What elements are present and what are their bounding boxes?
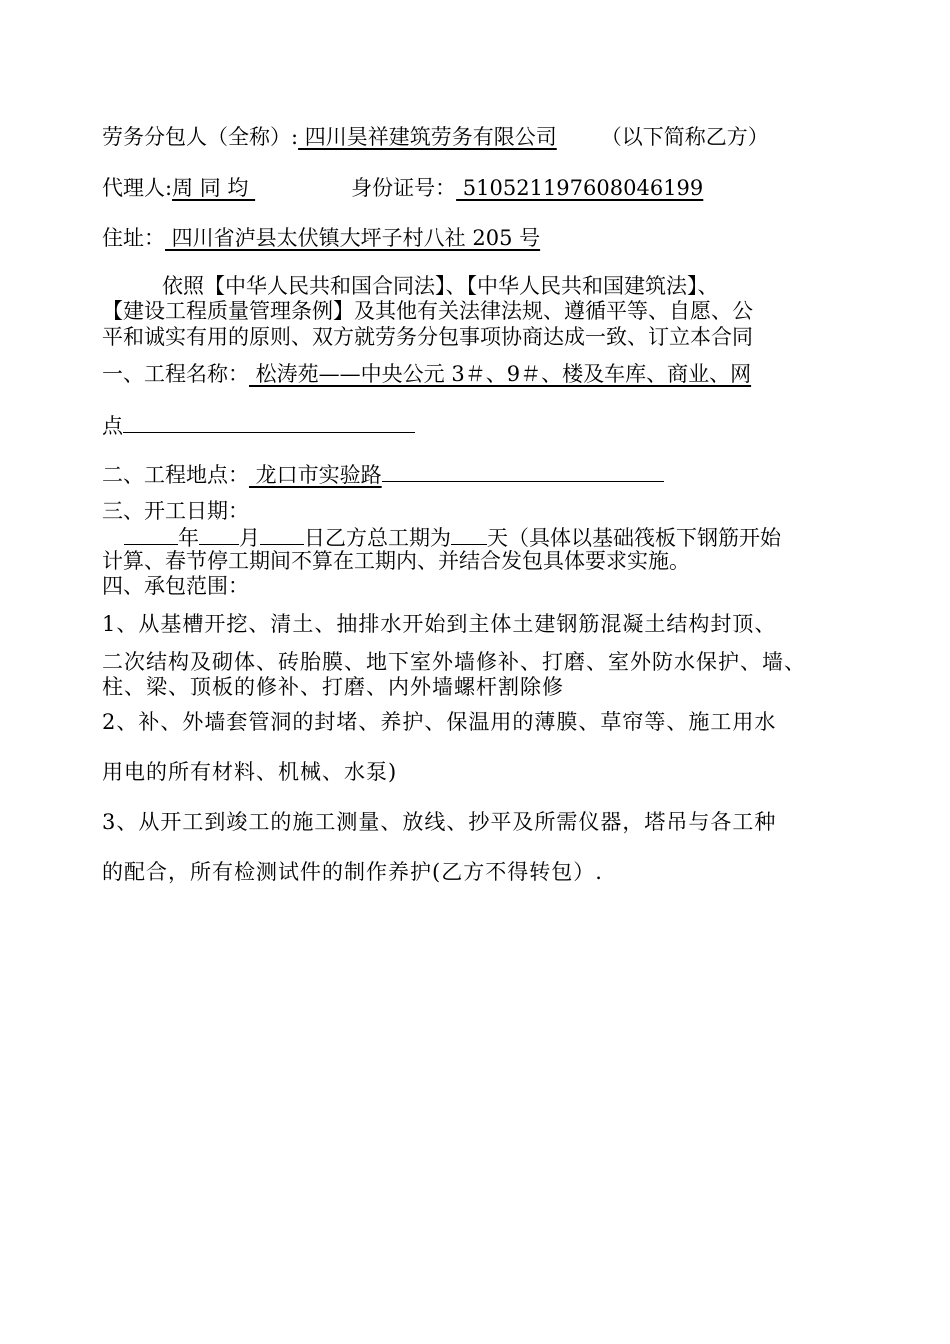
year-blank xyxy=(124,522,178,545)
start-date-label: 三、开工日期： xyxy=(102,499,249,523)
agent-name: 周 同 均 xyxy=(172,176,256,200)
project-location-label: 二、工程地点： xyxy=(102,463,249,487)
scope-item-1-line-1: 1、从基槽开挖、清土、抽排水开始到主体土建钢筋混凝土结构封顶、 xyxy=(102,612,777,636)
party-label: 劳务分包人（全称）: xyxy=(102,125,299,149)
scope-item-2-line-1: 2、补、外墙套管洞的封堵、养护、保温用的薄膜、草帘等、施工用水 xyxy=(102,710,777,734)
intro-line-1: 依照【中华人民共和国合同法】、【中华人民共和国建筑法】、 xyxy=(162,274,719,298)
intro-line-2: 【建设工程质量管理条例】及其他有关法律法规、遵循平等、自愿、公 xyxy=(102,299,753,323)
day-blank xyxy=(260,522,304,545)
subcontractor-line xyxy=(102,123,769,151)
month-blank xyxy=(199,522,239,545)
party-alias: （以下简称乙方） xyxy=(600,125,769,149)
agent-line xyxy=(102,174,703,202)
project-name-value-cont: 点 xyxy=(102,414,123,438)
intro-line-3: 平和诚实有用的原则、双方就劳务分包事项协商达成一致、订立本合同 xyxy=(102,325,753,349)
id-label: 身份证号： xyxy=(351,176,457,200)
duration-text: 日乙方总工期为 xyxy=(304,526,451,550)
start-date-line-2: 计算、春节停工期间不算在工期内、并结合发包具体要求实施。 xyxy=(102,549,690,573)
id-number: 510521197608046199 xyxy=(456,176,704,200)
month-label: 月 xyxy=(239,526,260,550)
project-name-blank xyxy=(123,410,415,433)
project-name-line-2 xyxy=(102,410,415,440)
agent-label: 代理人: xyxy=(102,176,173,200)
scope-item-3-line-2: 的配合，所有检测试件的制作养护(乙方不得转包）. xyxy=(102,860,603,884)
scope-item-3-line-1: 3、从开工到竣工的施工测量、放线、抄平及所需仪器，塔吊与各工种 xyxy=(102,810,777,834)
address-line xyxy=(102,224,540,252)
project-location-value: 龙口市实验路 xyxy=(249,463,382,487)
scope-label: 四、承包范围： xyxy=(102,574,249,598)
scope-item-1-line-3: 柱、梁、顶板的修补、打磨、内外墙螺杆割除修 xyxy=(102,675,564,699)
scope-item-2-line-2: 用电的所有材料、机械、水泵) xyxy=(102,760,398,784)
project-name-line xyxy=(102,360,751,388)
address-label: 住址： xyxy=(102,226,165,250)
project-location-blank xyxy=(382,459,664,482)
project-name-value: 松涛苑——中央公元 3＃、9＃、楼及车库、商业、网 xyxy=(249,362,752,386)
address-value: 四川省泸县太伏镇大坪子村八社 205 号 xyxy=(165,226,541,250)
project-location-line xyxy=(102,459,664,489)
scope-item-1-line-2: 二次结构及砌体、砖胎膜、地下室外墙修补、打磨、室外防水保护、墙、 xyxy=(102,650,806,674)
project-name-label: 一、工程名称： xyxy=(102,362,249,386)
duration-days-text: 天（具体以基础筏板下钢筋开始 xyxy=(487,526,781,550)
days-blank xyxy=(451,522,487,545)
year-label: 年 xyxy=(178,526,199,550)
party-name: 四川昊祥建筑劳务有限公司 xyxy=(298,125,557,149)
